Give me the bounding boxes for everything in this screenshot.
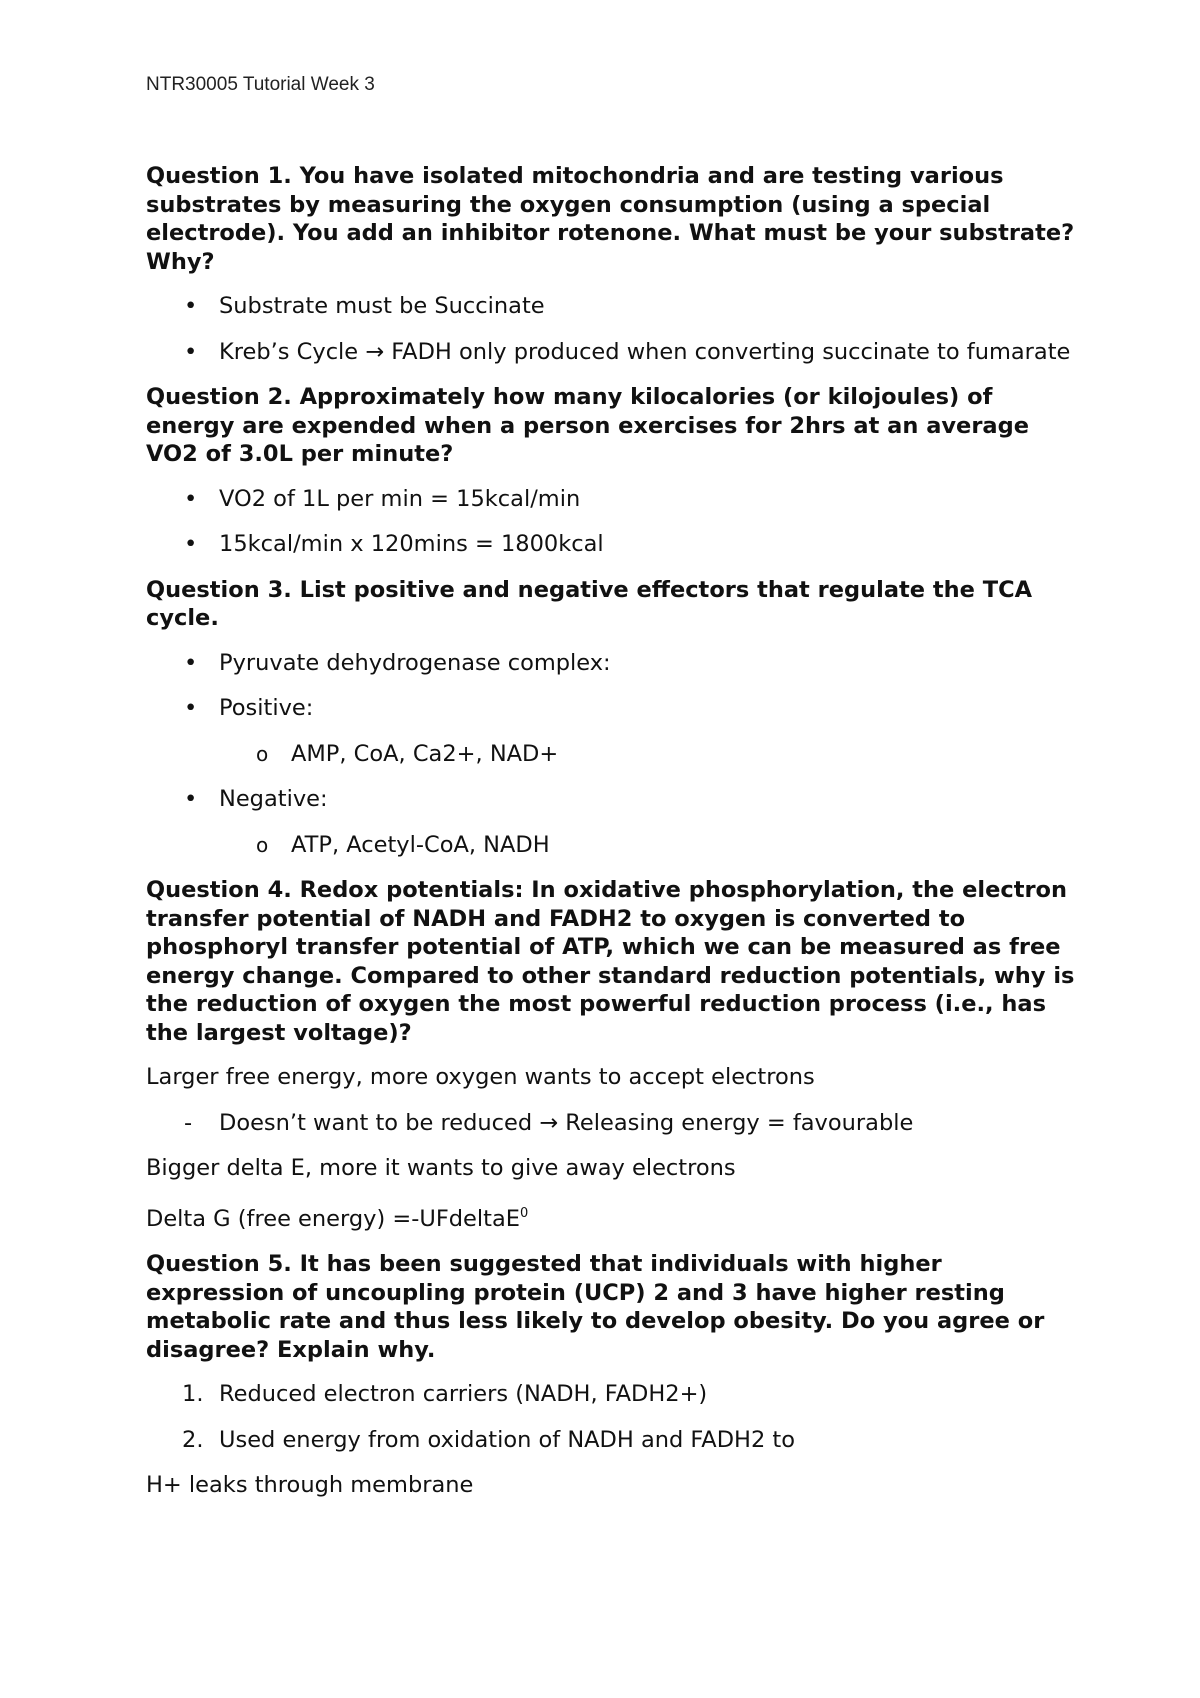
list-item [146, 338, 1076, 367]
question-3: Question 3. List positive and negative effectors that regulate the TCA cycle. [146, 576, 1033, 631]
bullet-marker: • [184, 531, 198, 557]
question-2: Question 2. Approximately how many kilocalories (or kilojoules) of energy are expended when a person exercises for 2hrs at an average VO2 of 3.0L per minute? [146, 384, 1029, 467]
list-item [146, 649, 1076, 678]
sub-bullet-marker: o [256, 832, 269, 857]
formula-text: Delta G (free energy) =-UFdeltaE [146, 1205, 520, 1232]
sub-bullet-marker: o [256, 741, 269, 766]
sub-list-item [146, 740, 1076, 769]
formula-paragraph [146, 1200, 1076, 1234]
list-number: 2. [182, 1426, 204, 1453]
answer-text: Reduced electron carriers (NADH, FADH2+) [219, 1381, 708, 1407]
question-2-answers [146, 485, 1076, 559]
answer-text: Substrate must be Succinate [219, 293, 545, 319]
answer-paragraph: Larger free energy, more oxygen wants to accept electrons [146, 1064, 815, 1090]
question-1-answers [146, 292, 1076, 366]
question-3-answers [146, 649, 1076, 860]
answer-text: Used energy from oxidation of NADH and FADH2 to [219, 1426, 796, 1453]
answer-paragraph: H+ leaks through membrane [146, 1472, 474, 1498]
answer-text: ATP, Acetyl-CoA, NADH [291, 831, 550, 858]
list-item [146, 292, 1076, 321]
formula-superscript: 0 [519, 1205, 529, 1221]
numbered-list-item [146, 1380, 1076, 1409]
answer-paragraph: Bigger delta E, more it wants to give away electrons [146, 1155, 736, 1181]
answer-text: Pyruvate dehydrogenase complex: [219, 649, 611, 676]
question-4: Question 4. Redox potentials: In oxidative phosphorylation, the electron transfer potential of NADH and FADH2 to oxygen is converted to phosphoryl transfer potential of ATP, which we can be measured as free energy change. Compared to other standard reduction potentials, why is the reduction of oxygen the most powerful reduction process (i.e., has the largest voltage)? [146, 877, 1075, 1046]
question-1: Question 1. You have isolated mitochondria and are testing various substrates by measuring the oxygen consumption (using a special electrode). You add an inhibitor rotenone. What must be your substrate? Why? [146, 163, 1075, 275]
bullet-marker: • [184, 786, 198, 812]
answer-text: Negative: [219, 786, 328, 812]
numbered-list-item [146, 1426, 1076, 1455]
dash-list-item [146, 1109, 1076, 1138]
question-5-answers [146, 1380, 1076, 1454]
answer-text: 15kcal/min x 120mins = 1800kcal [219, 531, 604, 557]
answer-text: Doesn’t want to be reduced → Releasing energy = favourable [219, 1109, 914, 1136]
list-item [146, 785, 1076, 814]
document-body [146, 162, 1076, 1517]
bullet-marker: • [184, 649, 198, 676]
list-item [146, 530, 1076, 559]
sub-list-item [146, 831, 1076, 860]
bullet-marker: • [184, 293, 198, 319]
bullet-marker: • [184, 338, 198, 365]
list-item [146, 694, 1076, 723]
question-5: Question 5. It has been suggested that individuals with higher expression of uncoupling protein (UCP) 2 and 3 have higher resting metabolic rate and thus less likely to develop obesity. Do you agree or disagree? Explain why. [146, 1251, 1045, 1363]
answer-text: Positive: [219, 695, 314, 721]
bullet-marker: • [184, 695, 198, 721]
list-number: 1. [182, 1381, 204, 1407]
bullet-marker: • [184, 485, 198, 512]
answer-text: Kreb’s Cycle → FADH only produced when converting succinate to fumarate [219, 338, 1071, 365]
answer-text: AMP, CoA, Ca2+, NAD+ [291, 740, 559, 767]
list-item [146, 485, 1076, 514]
dash-marker: - [184, 1109, 193, 1136]
answer-text: VO2 of 1L per min = 15kcal/min [219, 485, 581, 512]
page-header: NTR30005 Tutorial Week 3 [146, 74, 375, 95]
